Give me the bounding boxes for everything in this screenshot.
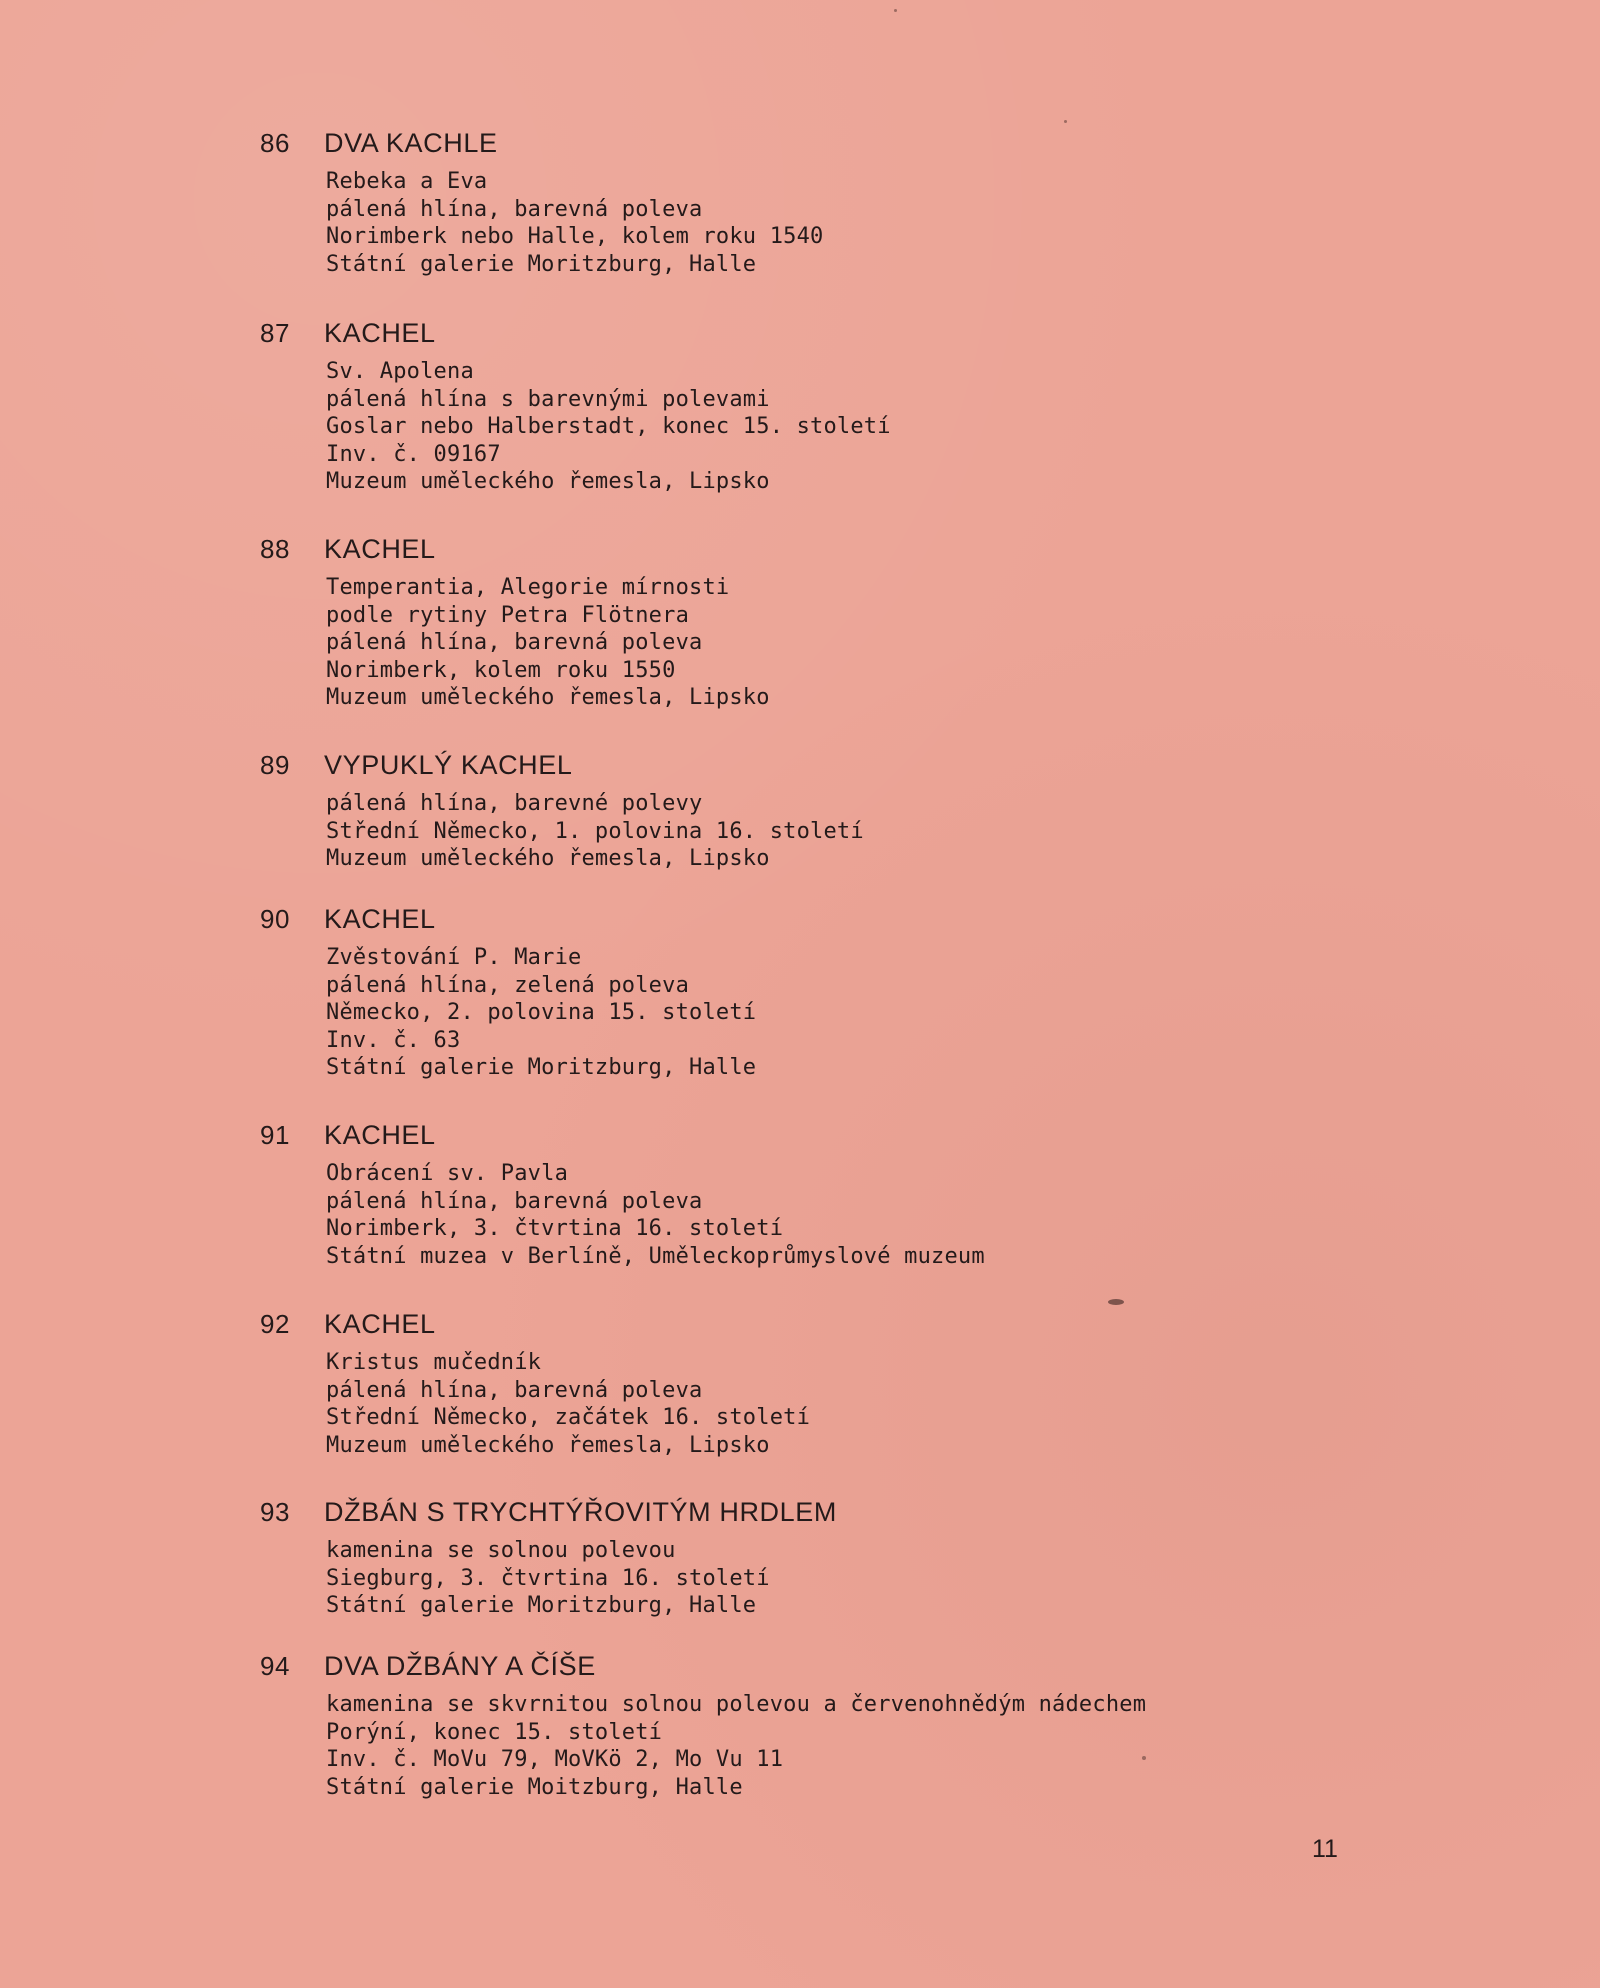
entry-line: Státní galerie Moitzburg, Halle: [326, 1774, 743, 1800]
paper-speck: [1064, 120, 1067, 123]
entry-line: Porýní, konec 15. století: [326, 1719, 663, 1745]
entry-title: KACHEL: [324, 1309, 436, 1339]
entry-line: Sv. Apolena: [326, 359, 474, 384]
entry-line: pálená hlína, zelená poleva: [326, 972, 690, 998]
entry-line: pálená hlína, barevná poleva: [326, 1377, 703, 1403]
entry-details: [326, 168, 823, 278]
entry-number: 92: [260, 1309, 290, 1339]
entry-line: Státní galerie Moritzburg, Halle: [326, 1055, 757, 1080]
entry-line: Muzeum uměleckého řemesla, Lipsko: [326, 846, 770, 871]
entry-line: Inv. č. 63: [326, 1027, 461, 1053]
entry-line: kamenina se skvrnitou solnou polevou a červenohnědým nádechem: [326, 1692, 1147, 1717]
entry-line: pálená hlína, barevná poleva: [326, 1188, 703, 1214]
entry-line: pálená hlína, barevná poleva: [326, 196, 703, 222]
entry-line: Rebeka a Eva: [326, 169, 488, 194]
entry-line: Norimberk, 3. čtvrtina 16. století: [326, 1216, 784, 1241]
entry-title: KACHEL: [324, 318, 436, 348]
entry-line: Inv. č. MoVu 79, MoVKö 2, Mo Vu 11: [326, 1747, 784, 1772]
entry-details: [326, 358, 891, 496]
entry-line: Střední Německo, 1. polovina 16. století: [326, 818, 864, 844]
entry-line: Obrácení sv. Pavla: [326, 1161, 569, 1186]
entry-line: Siegburg, 3. čtvrtina 16. století: [326, 1565, 770, 1591]
entry-details: [326, 1349, 810, 1459]
entry-number: 89: [260, 750, 290, 780]
entry-number: 91: [260, 1120, 290, 1150]
entry-line: Státní galerie Moritzburg, Halle: [326, 251, 757, 277]
entry-number: 86: [260, 128, 290, 158]
entry-line: Norimberk, kolem roku 1550: [326, 657, 676, 683]
entry-details: [326, 1537, 770, 1620]
entry-line: Inv. č. 09167: [326, 441, 501, 467]
entry-line: pálená hlína, barevná poleva: [326, 630, 703, 655]
entry-title: DVA DŽBÁNY A ČÍŠE: [324, 1651, 596, 1681]
entry-line: kamenina se solnou polevou: [326, 1538, 676, 1563]
entry-line: Kristus mučedník: [326, 1350, 542, 1375]
entry-line: Státní muzea v Berlíně, Uměleckoprůmyslové muzeum: [326, 1243, 985, 1269]
entry-title: VYPUKLÝ KACHEL: [324, 750, 573, 780]
entry-line: Muzeum uměleckého řemesla, Lipsko: [326, 469, 770, 494]
entry-line: Goslar nebo Halberstadt, konec 15. století: [326, 414, 891, 439]
entry-line: Muzeum uměleckého řemesla, Lipsko: [326, 1432, 770, 1458]
entry-details: [326, 790, 864, 873]
page-number: 11: [1312, 1835, 1338, 1863]
paper-speck: [1142, 1756, 1146, 1760]
entry-line: podle rytiny Petra Flötnera: [326, 602, 690, 628]
entry-line: Norimberk nebo Halle, kolem roku 1540: [326, 224, 824, 249]
entry-number: 88: [260, 534, 290, 564]
entry-details: [326, 1691, 1146, 1801]
paper-speck: [1108, 1299, 1124, 1305]
entry-number: 87: [260, 318, 290, 348]
entry-details: [326, 1160, 985, 1270]
entry-line: pálená hlína s barevnými polevami: [326, 386, 770, 412]
entry-details: [326, 944, 756, 1082]
entry-line: Muzeum uměleckého řemesla, Lipsko: [326, 685, 770, 710]
entry-line: Zvěstování P. Marie: [326, 945, 582, 970]
entry-title: KACHEL: [324, 534, 436, 564]
entry-number: 94: [260, 1651, 290, 1681]
entry-title: KACHEL: [324, 904, 436, 934]
entry-title: DŽBÁN S TRYCHTÝŘOVITÝM HRDLEM: [324, 1497, 837, 1527]
entry-title: DVA KACHLE: [324, 128, 498, 158]
entry-title: KACHEL: [324, 1120, 436, 1150]
entry-line: Temperantia, Alegorie mírnosti: [326, 575, 730, 600]
paper-speck: [894, 9, 897, 12]
entry-line: Státní galerie Moritzburg, Halle: [326, 1593, 757, 1618]
entry-details: [326, 574, 770, 712]
entry-line: Německo, 2. polovina 15. století: [326, 1000, 757, 1025]
entry-number: 93: [260, 1497, 290, 1527]
entry-line: Střední Německo, začátek 16. století: [326, 1405, 811, 1430]
entry-number: 90: [260, 904, 290, 934]
entry-line: pálená hlína, barevné polevy: [326, 791, 703, 816]
